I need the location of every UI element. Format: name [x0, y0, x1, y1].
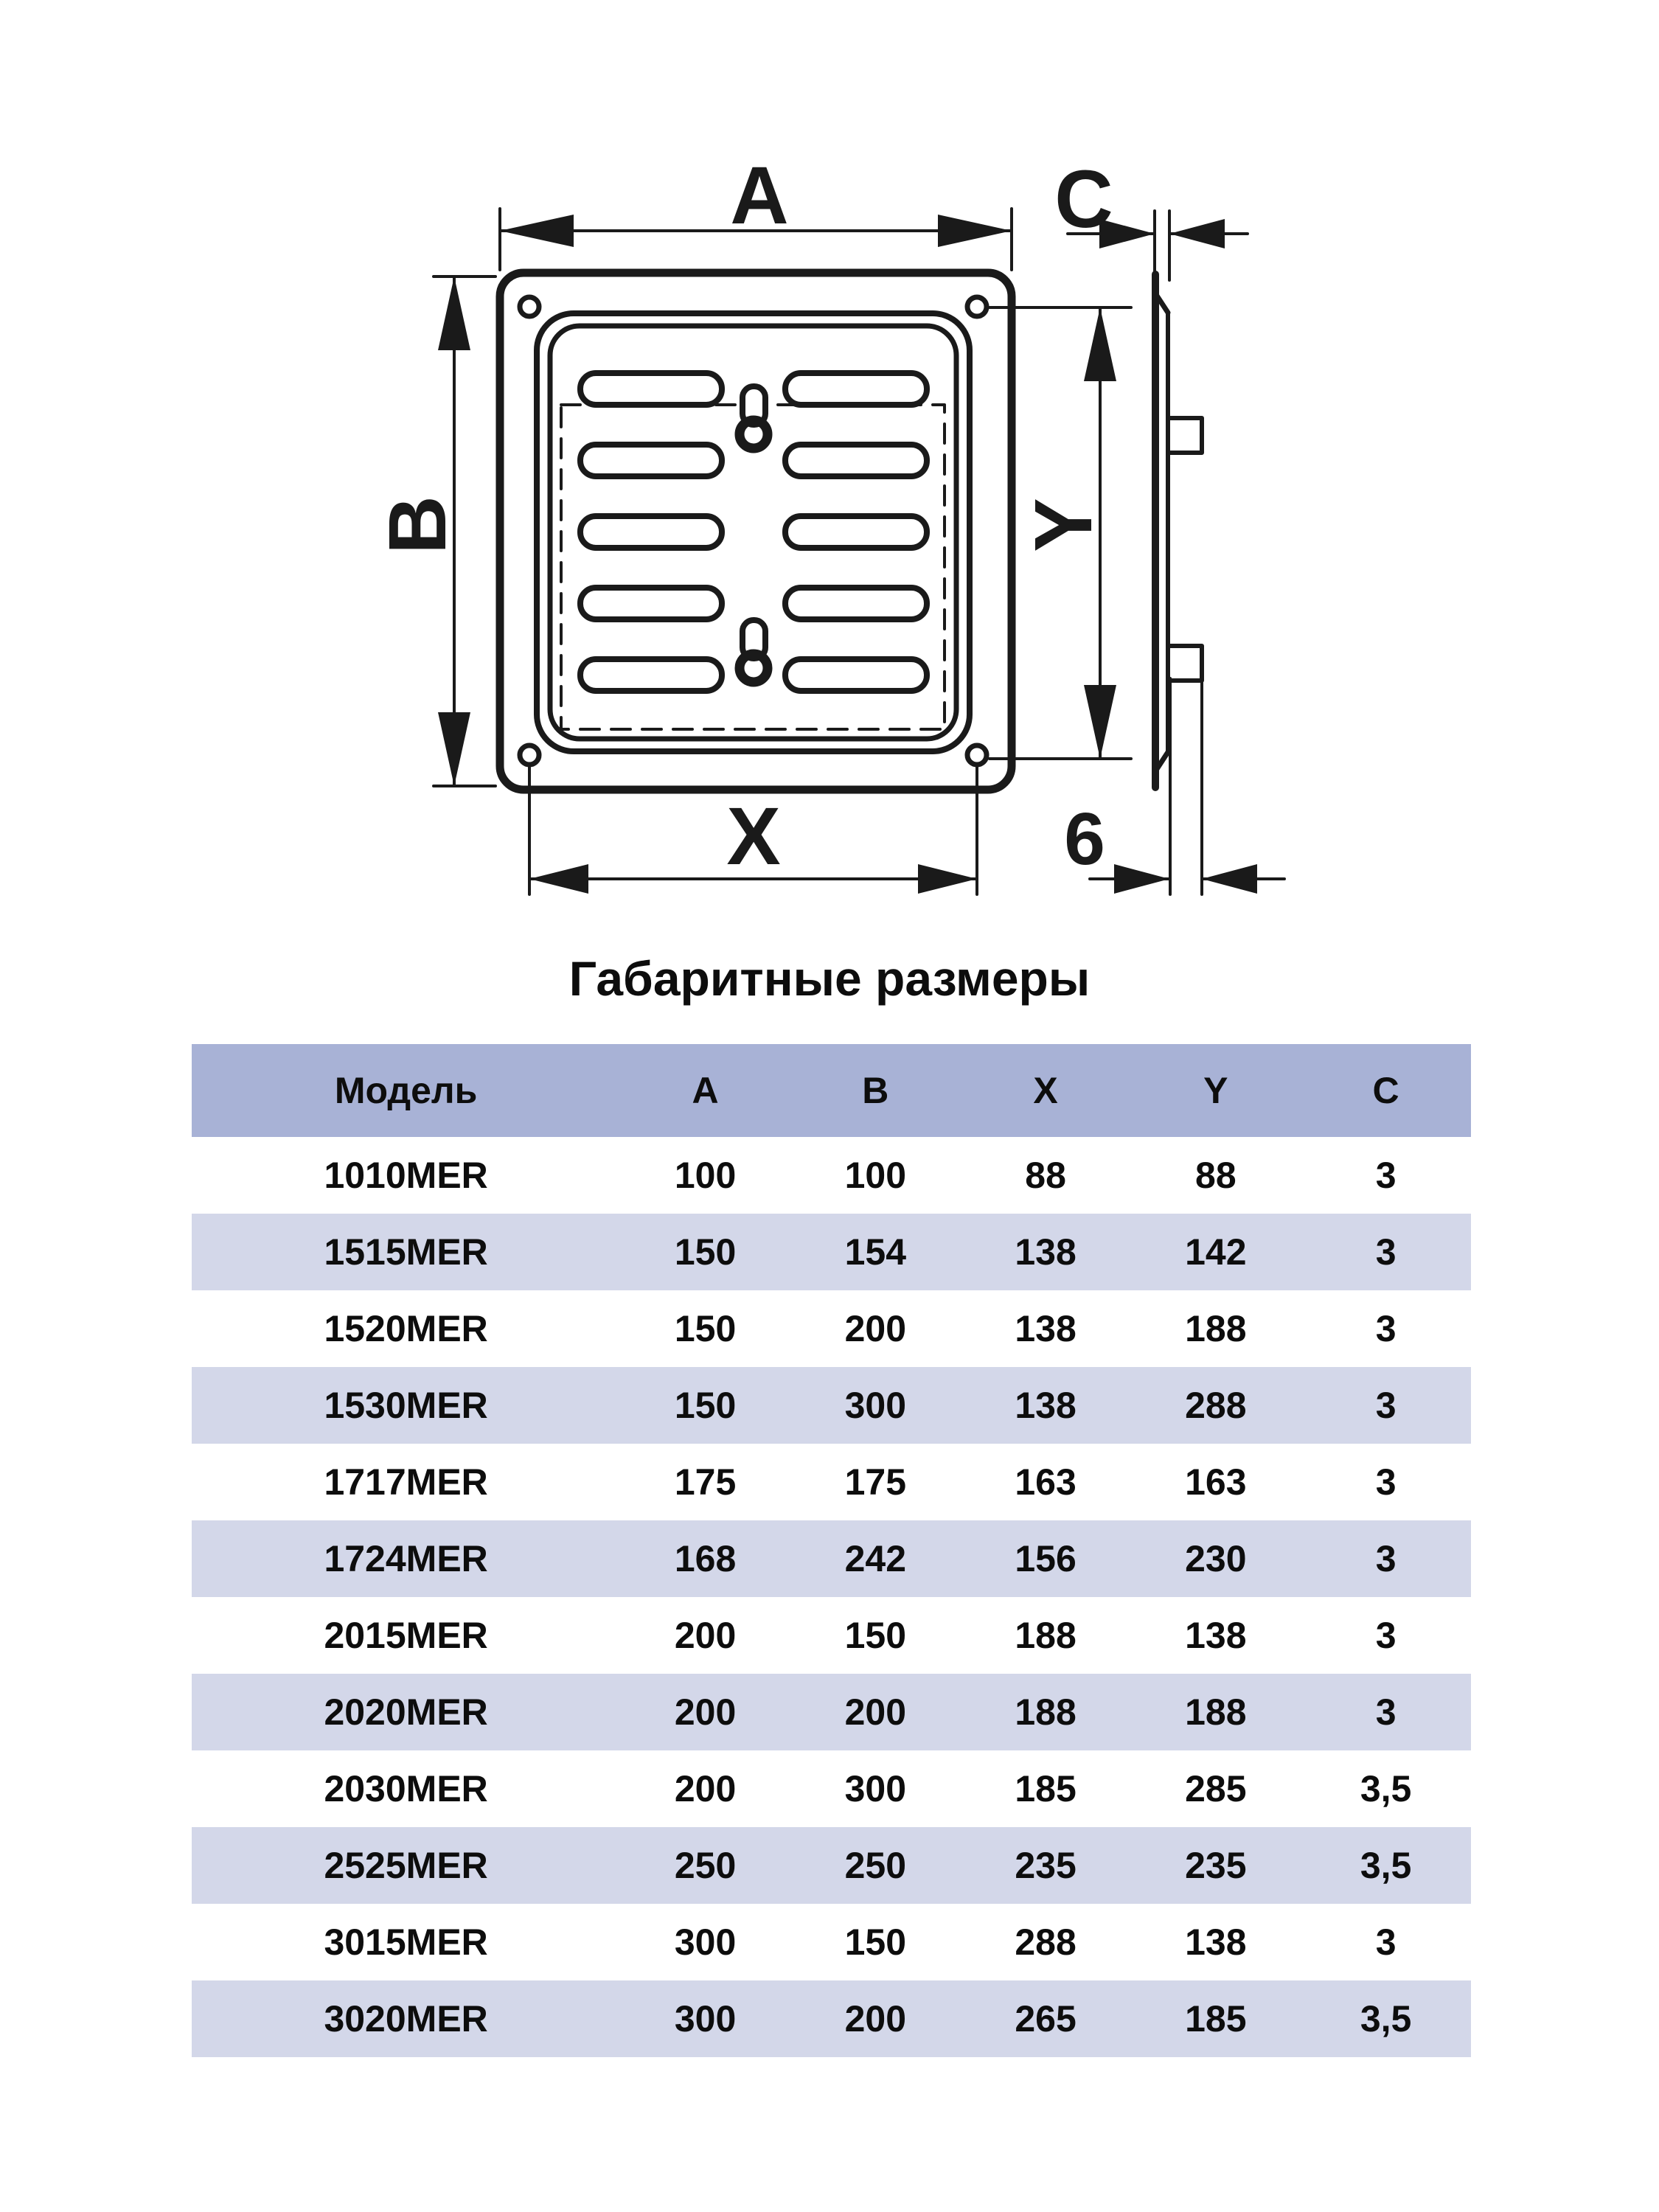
cell-b: 300	[790, 1367, 961, 1444]
cell-c: 3	[1301, 1214, 1471, 1290]
cell-a: 168	[620, 1520, 790, 1597]
cell-model: 1530MER	[192, 1367, 620, 1444]
table-row	[192, 1520, 1471, 1597]
cell-y: 138	[1130, 1904, 1301, 1980]
cell-b: 175	[790, 1444, 961, 1520]
cell-y: 285	[1130, 1750, 1301, 1827]
front-view	[500, 273, 1012, 790]
slot	[785, 445, 927, 476]
cell-c: 3	[1301, 1290, 1471, 1367]
cell-c: 3	[1301, 1904, 1471, 1980]
cell-c: 3	[1301, 1597, 1471, 1674]
cell-b: 200	[790, 1674, 961, 1750]
dimension-diagram	[0, 0, 1659, 951]
column-header-b: B	[790, 1044, 961, 1137]
table-row	[192, 1290, 1471, 1367]
dimensions-table	[192, 1044, 1471, 2057]
table-row	[192, 1444, 1471, 1520]
cell-a: 150	[620, 1214, 790, 1290]
cell-a: 175	[620, 1444, 790, 1520]
arrowhead	[918, 864, 977, 894]
arrowhead	[438, 276, 470, 350]
table-row	[192, 1904, 1471, 1980]
cell-y: 88	[1130, 1137, 1301, 1214]
slot	[580, 445, 722, 476]
cell-c: 3	[1301, 1520, 1471, 1597]
cell-c: 3,5	[1301, 1750, 1471, 1827]
cell-model: 3015MER	[192, 1904, 620, 1980]
table-row	[192, 1827, 1471, 1904]
dim-label-y: Y	[1018, 498, 1109, 552]
dim-clip-depth	[1090, 678, 1284, 894]
cell-b: 200	[790, 1980, 961, 2057]
table-row	[192, 1137, 1471, 1214]
dim-label-c: C	[1054, 154, 1113, 245]
cell-x: 163	[961, 1444, 1131, 1520]
cell-x: 138	[961, 1290, 1131, 1367]
cell-y: 138	[1130, 1597, 1301, 1674]
cell-x: 138	[961, 1214, 1131, 1290]
grille-outer-frame	[500, 273, 1012, 790]
slot	[785, 659, 927, 691]
column-header-c: C	[1301, 1044, 1471, 1137]
cell-y: 235	[1130, 1827, 1301, 1904]
arrowhead	[438, 712, 470, 786]
cell-x: 138	[961, 1367, 1131, 1444]
cell-b: 300	[790, 1750, 961, 1827]
cell-x: 288	[961, 1904, 1131, 1980]
cell-a: 200	[620, 1674, 790, 1750]
cell-x: 188	[961, 1674, 1131, 1750]
arrowhead	[500, 215, 574, 247]
cell-model: 1717MER	[192, 1444, 620, 1520]
cell-y: 188	[1130, 1290, 1301, 1367]
table-row	[192, 1214, 1471, 1290]
cell-model: 2020MER	[192, 1674, 620, 1750]
dim-label-a: A	[730, 150, 789, 241]
cell-b: 154	[790, 1214, 961, 1290]
cell-c: 3	[1301, 1674, 1471, 1750]
table-header-row	[192, 1044, 1471, 1137]
table-row	[192, 1674, 1471, 1750]
cell-a: 150	[620, 1290, 790, 1367]
cell-b: 200	[790, 1290, 961, 1367]
cell-b: 150	[790, 1597, 961, 1674]
cell-model: 1010MER	[192, 1137, 620, 1214]
cell-y: 188	[1130, 1674, 1301, 1750]
column-header-a: A	[620, 1044, 790, 1137]
page-title: Габаритные размеры	[568, 951, 1091, 1006]
cell-c: 3	[1301, 1367, 1471, 1444]
slot	[580, 659, 722, 691]
cell-model: 2015MER	[192, 1597, 620, 1674]
cell-model: 3020MER	[192, 1980, 620, 2057]
table-row	[192, 1750, 1471, 1827]
table-row	[192, 1367, 1471, 1444]
cell-a: 300	[620, 1904, 790, 1980]
cell-x: 156	[961, 1520, 1131, 1597]
table-row	[192, 1597, 1471, 1674]
column-header-model: Модель	[192, 1044, 620, 1137]
cell-model: 1520MER	[192, 1290, 620, 1367]
cell-y: 288	[1130, 1367, 1301, 1444]
cell-x: 235	[961, 1827, 1131, 1904]
column-header-y: Y	[1130, 1044, 1301, 1137]
dim-label-b: B	[372, 495, 463, 554]
cell-model: 2030MER	[192, 1750, 620, 1827]
cell-c: 3	[1301, 1137, 1471, 1214]
cell-c: 3,5	[1301, 1827, 1471, 1904]
arrowhead	[1114, 864, 1169, 894]
dim-label-x: X	[726, 791, 781, 882]
arrowhead	[1202, 864, 1257, 894]
cell-model: 1724MER	[192, 1520, 620, 1597]
cell-a: 250	[620, 1827, 790, 1904]
cell-a: 150	[620, 1367, 790, 1444]
cell-x: 188	[961, 1597, 1131, 1674]
cell-y: 163	[1130, 1444, 1301, 1520]
arrowhead	[938, 215, 1012, 247]
column-header-x: X	[961, 1044, 1131, 1137]
cell-b: 150	[790, 1904, 961, 1980]
cell-b: 242	[790, 1520, 961, 1597]
arrowhead	[1084, 307, 1116, 381]
cell-x: 88	[961, 1137, 1131, 1214]
cell-b: 250	[790, 1827, 961, 1904]
cell-a: 300	[620, 1980, 790, 2057]
cell-a: 100	[620, 1137, 790, 1214]
cell-a: 200	[620, 1750, 790, 1827]
slot	[785, 516, 927, 548]
cell-model: 1515MER	[192, 1214, 620, 1290]
slot	[580, 373, 722, 405]
cell-a: 200	[620, 1597, 790, 1674]
cell-model: 2525MER	[192, 1827, 620, 1904]
cell-x: 265	[961, 1980, 1131, 2057]
cell-y: 230	[1130, 1520, 1301, 1597]
side-clip-upper	[1168, 418, 1202, 453]
slot	[580, 588, 722, 619]
cell-c: 3	[1301, 1444, 1471, 1520]
cell-b: 100	[790, 1137, 961, 1214]
cell-y: 185	[1130, 1980, 1301, 2057]
cell-c: 3,5	[1301, 1980, 1471, 2057]
cell-y: 142	[1130, 1214, 1301, 1290]
side-clip-lower	[1168, 646, 1202, 681]
arrowhead	[1084, 685, 1116, 759]
slot	[785, 373, 927, 405]
side-view	[1155, 274, 1202, 787]
table-row	[192, 1980, 1471, 2057]
arrowhead	[529, 864, 588, 894]
arrowhead	[1169, 219, 1225, 248]
cell-x: 185	[961, 1750, 1131, 1827]
slot	[785, 588, 927, 619]
slot	[580, 516, 722, 548]
dim-label-clip-depth: 6	[1064, 798, 1105, 880]
